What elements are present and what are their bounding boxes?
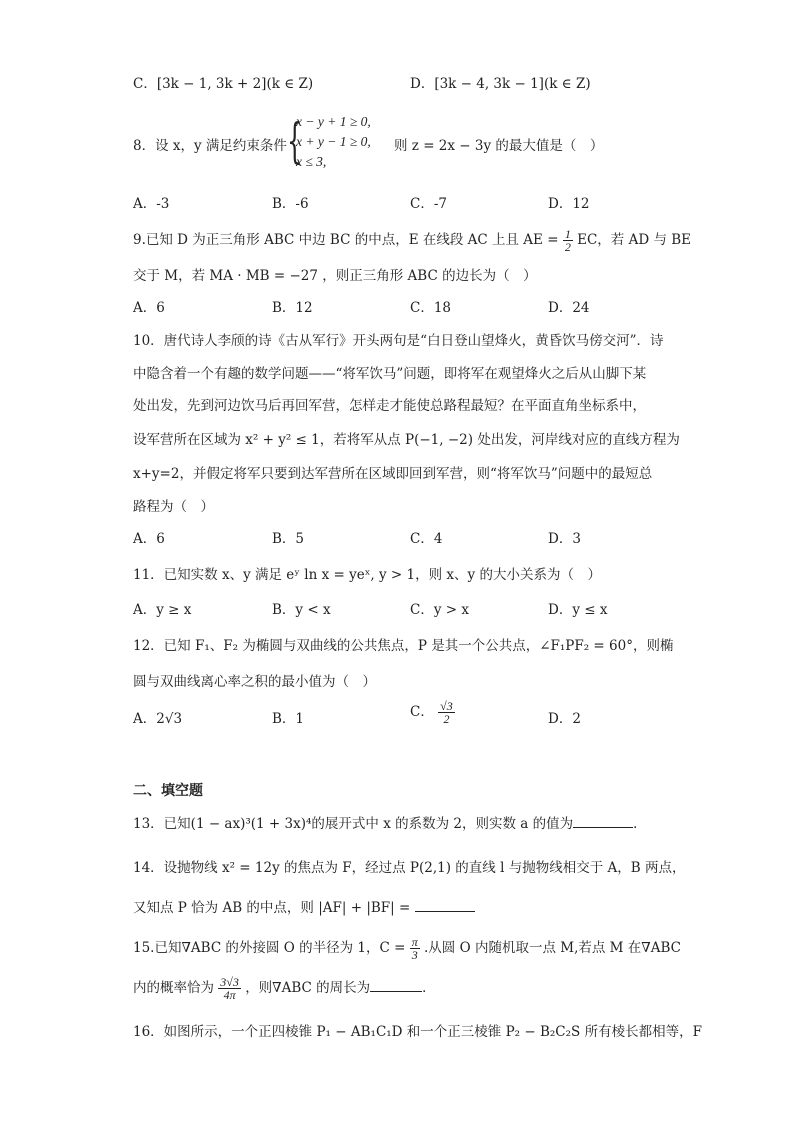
brace-symbol: { <box>287 113 303 169</box>
q12-option-c-label: C． <box>410 704 434 720</box>
q11-option-a: A．y ≥ x <box>133 602 192 618</box>
q9-frac-num: 1 <box>564 227 571 241</box>
q11-stem: 11．已知实数 x、y 满足 eʸ ln x = yeˣ, y > 1，则 x、y 的大小关系为（ ） <box>133 567 601 583</box>
q8-option-b: B．-6 <box>272 196 309 212</box>
q10-line-5: x+y=2，并假定将军只要到达军营所在区域即回到军营，则“将军饮马”问题中的最短总 <box>133 466 653 482</box>
q9-option-d: D．24 <box>548 300 590 316</box>
q12-option-b: B．1 <box>272 711 305 727</box>
q14-line-1: 14．设抛物线 x² = 12y 的焦点为 F，经过点 P(2,1) 的直线 l 与抛物线相交于 A，B 两点， <box>133 860 686 876</box>
q14-line2-text: 又知点 P 恰为 AB 的中点，则 |AF| + |BF| = <box>133 900 411 916</box>
q8-constraint-1: x − y + 1 ≥ 0, <box>296 114 371 129</box>
q7-option-d: D．[3k − 4, 3k − 1](k ∈ Z) <box>410 76 591 92</box>
section-heading-fill-in: 二、填空题 <box>133 783 203 799</box>
q15-frac-den: 3 <box>411 948 418 962</box>
q10-line-4: 设军营所在区域为 x² + y² ≤ 1，若将军从点 P(−1, −2) 处出发，河岸线对应的直线方程为 <box>133 432 680 448</box>
q10-line-1: 10．唐代诗人李颀的诗《古从军行》开头两句是“白日登山望烽火，黄昏饮马傍交河”．诗 <box>133 333 664 349</box>
q9-frac-den: 2 <box>564 240 571 254</box>
q15-frac-num: π <box>411 935 418 949</box>
q8-constraint-system <box>287 110 407 172</box>
q15-answer-blank <box>370 979 422 992</box>
q15-line2-b: ，则∇ABC 的周长为 <box>245 980 371 996</box>
q15-fraction-pi-3 <box>410 936 420 961</box>
q12-optc-den: 2 <box>443 712 450 726</box>
q12-option-d: D．2 <box>548 711 581 727</box>
q9-line-1 <box>133 228 691 253</box>
q9-fraction <box>563 228 573 253</box>
q13-text: 13．已知(1 − ax)³(1 + 3x)⁴的展开式中 x 的系数为 2，则实数 a 的值为 <box>133 816 574 832</box>
q12-optc-num: √3 <box>440 699 453 713</box>
q14-line-2 <box>133 896 475 916</box>
q8-option-d: D．12 <box>548 196 590 212</box>
q8-option-c: C．-7 <box>410 196 447 212</box>
q10-line-6: 路程为（ ） <box>133 499 214 515</box>
q8-stem-before: 8．设 x，y 满足约束条件 <box>133 138 287 154</box>
q7-option-c: C．[3k − 1, 3k + 2](k ∈ Z) <box>133 76 314 92</box>
q9-line-2: 交于 M，若 MA · MB = −27 ，则正三角形 ABC 的边长为（ ） <box>133 268 537 284</box>
q9-line1-b: EC，若 AD 与 BE <box>577 232 692 248</box>
q8-option-a: A．-3 <box>133 196 170 212</box>
q12-option-c-fraction <box>438 700 455 725</box>
q13-answer-blank <box>573 815 633 828</box>
q8-stem-after: 则 z = 2x − 3y 的最大值是（ ） <box>394 138 604 154</box>
q13-end: ． <box>633 816 647 832</box>
q10-line-2: 中隐含着一个有趣的数学问题——“将军饮马”问题，即将军在观望烽火之后从山脚下某 <box>133 366 647 382</box>
q14-answer-blank <box>415 899 475 912</box>
q11-option-d: D．y ≤ x <box>548 602 608 618</box>
q11-option-c: C．y > x <box>410 602 469 618</box>
q15-line1-b: .从圆 O 内随机取一点 M,若点 M 在∇ABC <box>424 940 681 956</box>
q15-line-2 <box>133 976 436 1001</box>
q10-option-a: A．6 <box>133 531 165 547</box>
q11-option-b: B．y < x <box>272 602 331 618</box>
q12-line-1: 12．已知 F₁、F₂ 为椭圆与双曲线的公共焦点，P 是其一个公共点，∠F₁PF₂ = 60°，则椭 <box>133 638 674 654</box>
q13-line <box>133 812 647 832</box>
q12-option-a: A．2√3 <box>133 711 183 727</box>
q16-line: 16．如图所示，一个正四棱锥 P₁ − AB₁C₁D 和一个正三棱锥 P₂ − B₂C₂S 所有棱长都相等，F <box>133 1024 702 1040</box>
q10-option-b: B．5 <box>272 531 305 547</box>
q8-stem <box>133 134 287 154</box>
q12-line-2: 圆与双曲线离心率之积的最小值为（ ） <box>133 674 376 690</box>
q15-line1-a: 15.已知∇ABC 的外接圆 O 的半径为 1，C = <box>133 940 406 956</box>
q15-frac2-den: 4π <box>223 988 236 1002</box>
q12-option-c <box>410 700 455 725</box>
q15-line2-end: ． <box>422 980 436 996</box>
q15-frac2-num: 3√3 <box>220 975 239 989</box>
q9-option-a: A．6 <box>133 300 165 316</box>
q15-line-1 <box>133 936 681 961</box>
q10-option-c: C．4 <box>410 531 443 547</box>
q15-line2-a: 内的概率恰为 <box>133 980 214 996</box>
q10-line-3: 处出发，先到河边饮马后再回军营，怎样走才能使总路程最短？在平面直角坐标系中， <box>133 398 646 414</box>
q9-line1-a: 9.已知 D 为正三角形 ABC 中边 BC 的中点，E 在线段 AC 上且 AE = <box>133 232 559 248</box>
q9-option-b: B．12 <box>272 300 313 316</box>
q15-fraction-prob <box>218 976 241 1001</box>
q9-option-c: C．18 <box>410 300 452 316</box>
q10-option-d: D．3 <box>548 531 581 547</box>
q8-constraint-2: x + y − 1 ≥ 0, <box>296 134 371 149</box>
q8-constraint-3: x ≤ 3, <box>296 154 327 169</box>
